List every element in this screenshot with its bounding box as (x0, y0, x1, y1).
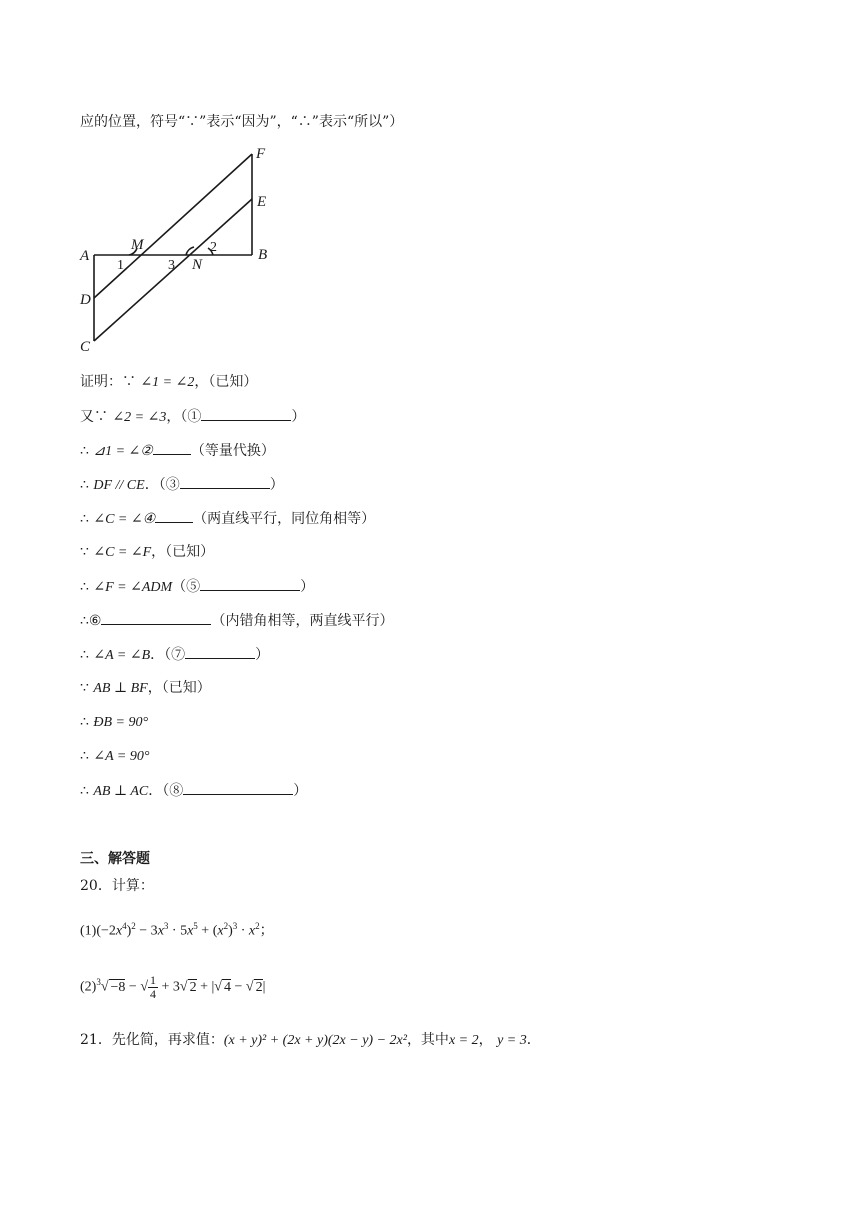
answer-blank[interactable] (101, 610, 211, 625)
q21-cond-x: x = 2 (448, 1033, 479, 1048)
proof-prefix: 又∵ (80, 409, 113, 425)
proof-math: ∠1 = ∠2 (140, 375, 195, 390)
proof-prefix: ∴ (80, 579, 94, 595)
proof-reason: ，（已知） (147, 680, 211, 696)
proof-prefix: ∴⑥ (80, 613, 102, 629)
label-c: C (80, 339, 91, 355)
answer-blank[interactable] (185, 644, 255, 659)
geometry-figure (70, 140, 290, 355)
proof-close: ） (255, 647, 270, 663)
label-n: N (192, 257, 203, 273)
q20-part1-label: (1) (80, 923, 97, 939)
q20-part2: $(2)^3√ -8$ − √ $\frac{1}{4}$ + 3√ 2 + |√ 4 − √ 2| (80, 972, 266, 1001)
proof-math: DF // CE (93, 478, 145, 493)
proof-math: ∠A = ∠B (93, 648, 151, 663)
proof-close: （等量代换） (190, 443, 275, 459)
proof-math: ÐB = 90° (93, 715, 149, 730)
q21-prompt: 21．先化简，再求值： (80, 1032, 224, 1048)
proof-prefix: ∴ (80, 477, 94, 493)
answer-blank[interactable] (155, 508, 193, 523)
proof-prefix: ∵ (80, 544, 94, 560)
q21-end: ． (526, 1032, 541, 1048)
proof-prefix: ∴ (80, 511, 94, 527)
label-b: B (258, 247, 268, 263)
q21-tail: ，其中 (406, 1032, 449, 1048)
proof-close: ） (269, 477, 284, 493)
proof-prefix: ∴ (80, 714, 94, 730)
proof-math: AB ⊥ AC (93, 784, 149, 799)
proof-math: ∠2 = ∠3 (112, 410, 167, 425)
answer-blank[interactable] (153, 440, 191, 455)
q20-part2-label: (2) (80, 979, 97, 995)
q21-expression: (x + y)² + (2x + y)(2x − y) − 2x² (223, 1033, 407, 1048)
label-m: M (131, 237, 144, 253)
proof-line (80, 372, 257, 393)
label-a: A (80, 248, 90, 264)
label-angle-3: 3 (168, 258, 175, 273)
answer-blank[interactable] (183, 780, 293, 795)
proof-line (80, 678, 211, 699)
q20-part1: $(1)(-2x^4)^2 - 3x^3 \cdot 5x^5 + (x^2)^3 \cdot x^2$； (80, 921, 274, 939)
proof-close: ） (291, 409, 306, 425)
proof-line (80, 440, 275, 462)
answer-blank[interactable] (180, 474, 270, 489)
proof-line (80, 508, 375, 530)
proof-reason: ．（③ (144, 477, 180, 493)
proof-prefix: ∴ (80, 748, 94, 764)
proof-line (80, 542, 214, 563)
proof-line (80, 610, 393, 632)
proof-reason: ．（⑦ (150, 647, 186, 663)
proof-close: （内错角相等，两直线平行） (211, 613, 394, 629)
proof-line (80, 644, 269, 666)
proof-close: （两直线平行，同位角相等） (193, 511, 376, 527)
proof-reason: ，（① (166, 409, 202, 425)
proof-prefix: 证明：∵ (80, 374, 141, 390)
section-title: 三、解答题 (80, 851, 150, 867)
proof-reason: ，（已知） (194, 374, 258, 390)
proof-reason: ，（已知） (151, 544, 215, 560)
proof-prefix: ∴ (80, 783, 94, 799)
proof-math: ∠A = 90° (93, 749, 150, 764)
proof-close: ） (293, 783, 308, 799)
answer-blank[interactable] (200, 576, 300, 591)
q21-cond-y: y = 3 (497, 1033, 527, 1048)
proof-math: ⊿1 = ∠② (93, 444, 153, 459)
q20-title: 20．计算： (80, 878, 154, 894)
proof-prefix: ∴ (80, 443, 94, 459)
proof-line (80, 474, 284, 496)
intro-text: 应的位置，符号“∵”表示“因为”，“∴”表示“所以”） (80, 114, 404, 130)
proof-reason: （⑤ (172, 579, 201, 595)
proof-math: AB ⊥ BF (93, 681, 148, 696)
proof-line (80, 780, 307, 802)
proof-prefix: ∵ (80, 680, 94, 696)
proof-line (80, 406, 305, 428)
proof-math: ∠C = ∠④ (93, 512, 156, 527)
segment-df (94, 154, 252, 298)
answer-blank[interactable] (201, 406, 291, 421)
label-d: D (80, 292, 91, 308)
label-e: E (257, 194, 267, 210)
proof-line (80, 576, 314, 598)
proof-prefix: ∴ (80, 647, 94, 663)
proof-reason: ．（⑧ (148, 783, 184, 799)
proof-close: ） (300, 579, 315, 595)
proof-math: ∠F = ∠ADM (93, 580, 173, 595)
label-f: F (256, 146, 266, 162)
label-angle-1: 1 (117, 258, 124, 273)
proof-math: ∠C = ∠F (93, 545, 152, 560)
q21-text: 21．先化简，再求值：(x + y)² + (2x + y)(2x − y) − 2x²，其中x = 2， y = 3． (80, 1032, 541, 1048)
label-angle-2: 2 (210, 240, 217, 255)
proof-line (80, 746, 149, 767)
proof-line (80, 712, 148, 733)
